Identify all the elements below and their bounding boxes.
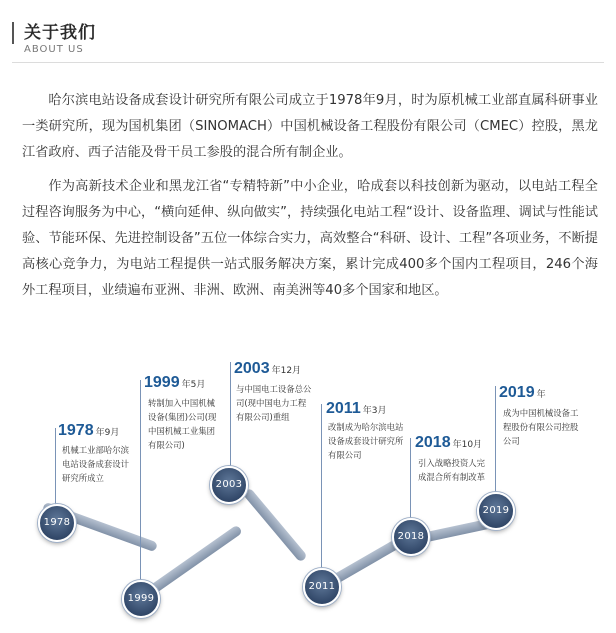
timeline-ribbon — [147, 524, 243, 595]
year-number: 2003 — [234, 360, 270, 377]
timeline-year-1999 — [144, 372, 205, 392]
timeline-node-2019: 2019 — [477, 492, 515, 530]
year-month: 年9月 — [95, 428, 120, 438]
timeline-desc-2018: 引入战略投资人完成混合所有制改革 — [418, 458, 485, 482]
timeline-desc-2011: 改制成为哈尔滨电站设备成套设计研究所有限公司 — [328, 422, 404, 460]
timeline-node-1978: 1978 — [38, 504, 76, 542]
timeline-stem — [321, 404, 322, 574]
timeline-desc-1999: 转制加入中国机械设备(集团)公司(现中国机械工业集团有限公司) — [148, 398, 217, 450]
year-number: 2019 — [499, 384, 535, 401]
intro-paragraph-1: 哈尔滨电站设备成套设计研究所有限公司成立于1978年9月，时为原机械工业部直属科研事业一类研究所，现为国机集团（SINOMACH）中国机械设备工程股份有限公司（CMEC）控股，黑龙江省政府、西子洁能及骨干员工参股的混合所有制企业。 — [22, 93, 598, 160]
timeline-year-1978 — [58, 420, 119, 440]
year-number: 2011 — [326, 400, 361, 417]
year-number: 1999 — [144, 374, 180, 391]
header-accent-bar — [12, 22, 14, 44]
year-month: 年5月 — [181, 380, 206, 390]
page-title: 关于我们 — [24, 23, 96, 43]
intro-paragraph-2: 作为高新技术企业和黑龙江省“专精特新”中小企业，哈成套以科技创新为驱动，以电站工程全过程咨询服务为中心，“横向延伸、纵向做实”，持续强化电站工程“设计、设备监理、调试与性能试验、节能环保、先进控制设备”五位一体综合实力，高效整合“科研、设计、工程”各项业务，不断提高核心竞争力，为电站工程提供一站式服务解决方案，累计完成400多个国内工程项目，246个海外工程项目，业绩遍布亚洲、非洲、欧洲、南美洲等40多个国家和地区。 — [22, 179, 598, 298]
page-subtitle: ABOUT US — [24, 44, 84, 55]
timeline-node-2003: 2003 — [210, 466, 248, 504]
year-month: 年 — [536, 390, 546, 400]
timeline-node-1999: 1999 — [122, 580, 160, 618]
timeline-ribbon — [242, 487, 308, 562]
timeline-stem — [230, 362, 231, 466]
year-month: 年12月 — [271, 366, 302, 376]
year-number: 2018 — [415, 434, 451, 451]
timeline-stem — [410, 438, 411, 520]
timeline-stem — [55, 428, 56, 508]
timeline-year-2019 — [499, 382, 546, 402]
year-number: 1978 — [58, 422, 94, 439]
timeline-desc-2003: 与中国电工设备总公司(现中国电力工程有限公司)重组 — [236, 384, 312, 422]
timeline-year-2011 — [326, 398, 386, 418]
timeline-year-2003 — [234, 358, 301, 378]
year-month: 年10月 — [452, 440, 483, 450]
timeline-desc-1978: 机械工业部哈尔滨电站设备成套设计研究所成立 — [62, 445, 129, 483]
timeline-node-2011: 2011 — [303, 568, 341, 606]
year-month: 年3月 — [362, 406, 387, 416]
timeline-desc-2019: 成为中国机械设备工程股份有限公司控股公司 — [503, 408, 579, 446]
timeline-stem — [140, 380, 141, 580]
timeline-stem — [495, 386, 496, 494]
header-divider — [12, 62, 604, 63]
timeline-node-2018: 2018 — [392, 518, 430, 556]
timeline-year-2018 — [415, 432, 482, 452]
